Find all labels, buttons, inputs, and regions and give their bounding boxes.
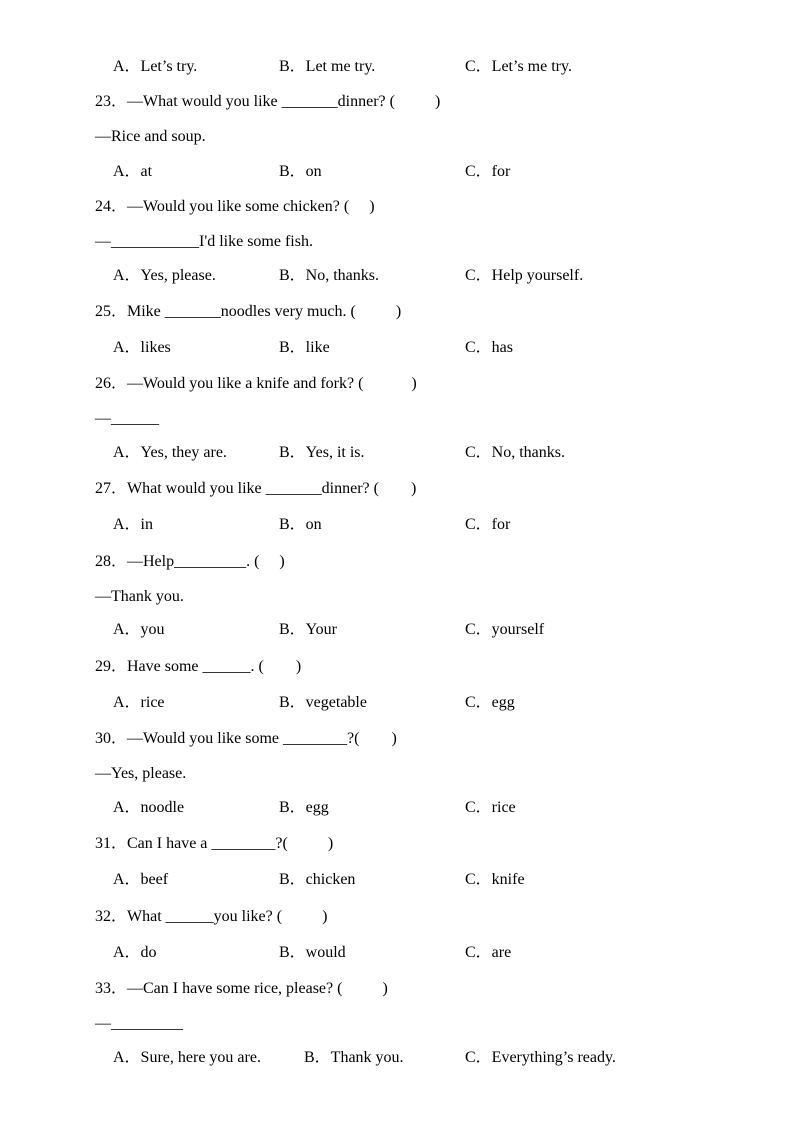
question-stem: 25．Mike _______noodles very much. ( ) (95, 303, 402, 320)
option-c[interactable]: C．are (465, 944, 512, 961)
question-reply: —Yes, please. (95, 765, 187, 782)
option-a[interactable]: A．Yes, please. (113, 267, 216, 284)
option-c[interactable]: C．No, thanks. (465, 444, 566, 461)
question-reply: —___________I'd like some fish. (95, 233, 313, 250)
option-c[interactable]: C．egg (465, 694, 515, 711)
option-b[interactable]: B．egg (279, 799, 329, 816)
question-reply: —_________ (95, 1015, 183, 1032)
question-reply: —______ (95, 410, 159, 427)
option-b[interactable]: B．Yes, it is. (279, 444, 365, 461)
question-stem: 33．—Can I have some rice, please? ( ) (95, 980, 388, 997)
option-b[interactable]: B．No, thanks. (279, 267, 380, 284)
option-c[interactable]: C．yourself (465, 621, 545, 638)
option-b[interactable]: B．Thank you. (304, 1049, 404, 1066)
question-stem: 29．Have some ______. ( ) (95, 658, 302, 675)
question-stem: 31．Can I have a ________?( ) (95, 835, 334, 852)
question-stem: 24．—Would you like some chicken? ( ) (95, 198, 375, 215)
option-a[interactable]: A．Sure, here you are. (113, 1049, 261, 1066)
option-b[interactable]: B．chicken (279, 871, 356, 888)
option-a[interactable]: A．rice (113, 694, 165, 711)
question-stem: 32．What ______you like? ( ) (95, 908, 328, 925)
option-c[interactable]: C．has (465, 339, 514, 356)
question-reply: —Rice and soup. (95, 128, 206, 145)
option-a[interactable]: A．likes (113, 339, 171, 356)
option-c[interactable]: C．for (465, 163, 511, 180)
option-a[interactable]: A．noodle (113, 799, 185, 816)
question-stem: 28．—Help_________. ( ) (95, 553, 285, 570)
question-stem: 27．What would you like _______dinner? ( ) (95, 480, 417, 497)
question-stem: 23．—What would you like _______dinner? ( ) (95, 93, 441, 110)
option-b[interactable]: B．Your (279, 621, 337, 638)
option-a[interactable]: A．in (113, 516, 154, 533)
option-c[interactable]: C．Help yourself. (465, 267, 584, 284)
question-stem: 30．—Would you like some ________?( ) (95, 730, 397, 747)
option-a[interactable]: A．Let’s try. (113, 58, 198, 75)
question-reply: —Thank you. (95, 588, 184, 605)
option-b[interactable]: B．would (279, 944, 346, 961)
option-a[interactable]: A．at (113, 163, 153, 180)
option-c[interactable]: C．knife (465, 871, 525, 888)
option-b[interactable]: B．on (279, 516, 322, 533)
option-a[interactable]: A．you (113, 621, 165, 638)
option-c[interactable]: C．for (465, 516, 511, 533)
option-c[interactable]: C．Everything’s ready. (465, 1049, 616, 1066)
option-a[interactable]: A．beef (113, 871, 169, 888)
option-b[interactable]: B．Let me try. (279, 58, 376, 75)
option-b[interactable]: B．vegetable (279, 694, 367, 711)
option-a[interactable]: A．Yes, they are. (113, 444, 227, 461)
option-b[interactable]: B．on (279, 163, 322, 180)
option-c[interactable]: C．Let’s me try. (465, 58, 572, 75)
option-c[interactable]: C．rice (465, 799, 516, 816)
question-stem: 26．—Would you like a knife and fork? ( ) (95, 375, 417, 392)
option-a[interactable]: A．do (113, 944, 157, 961)
option-b[interactable]: B．like (279, 339, 330, 356)
